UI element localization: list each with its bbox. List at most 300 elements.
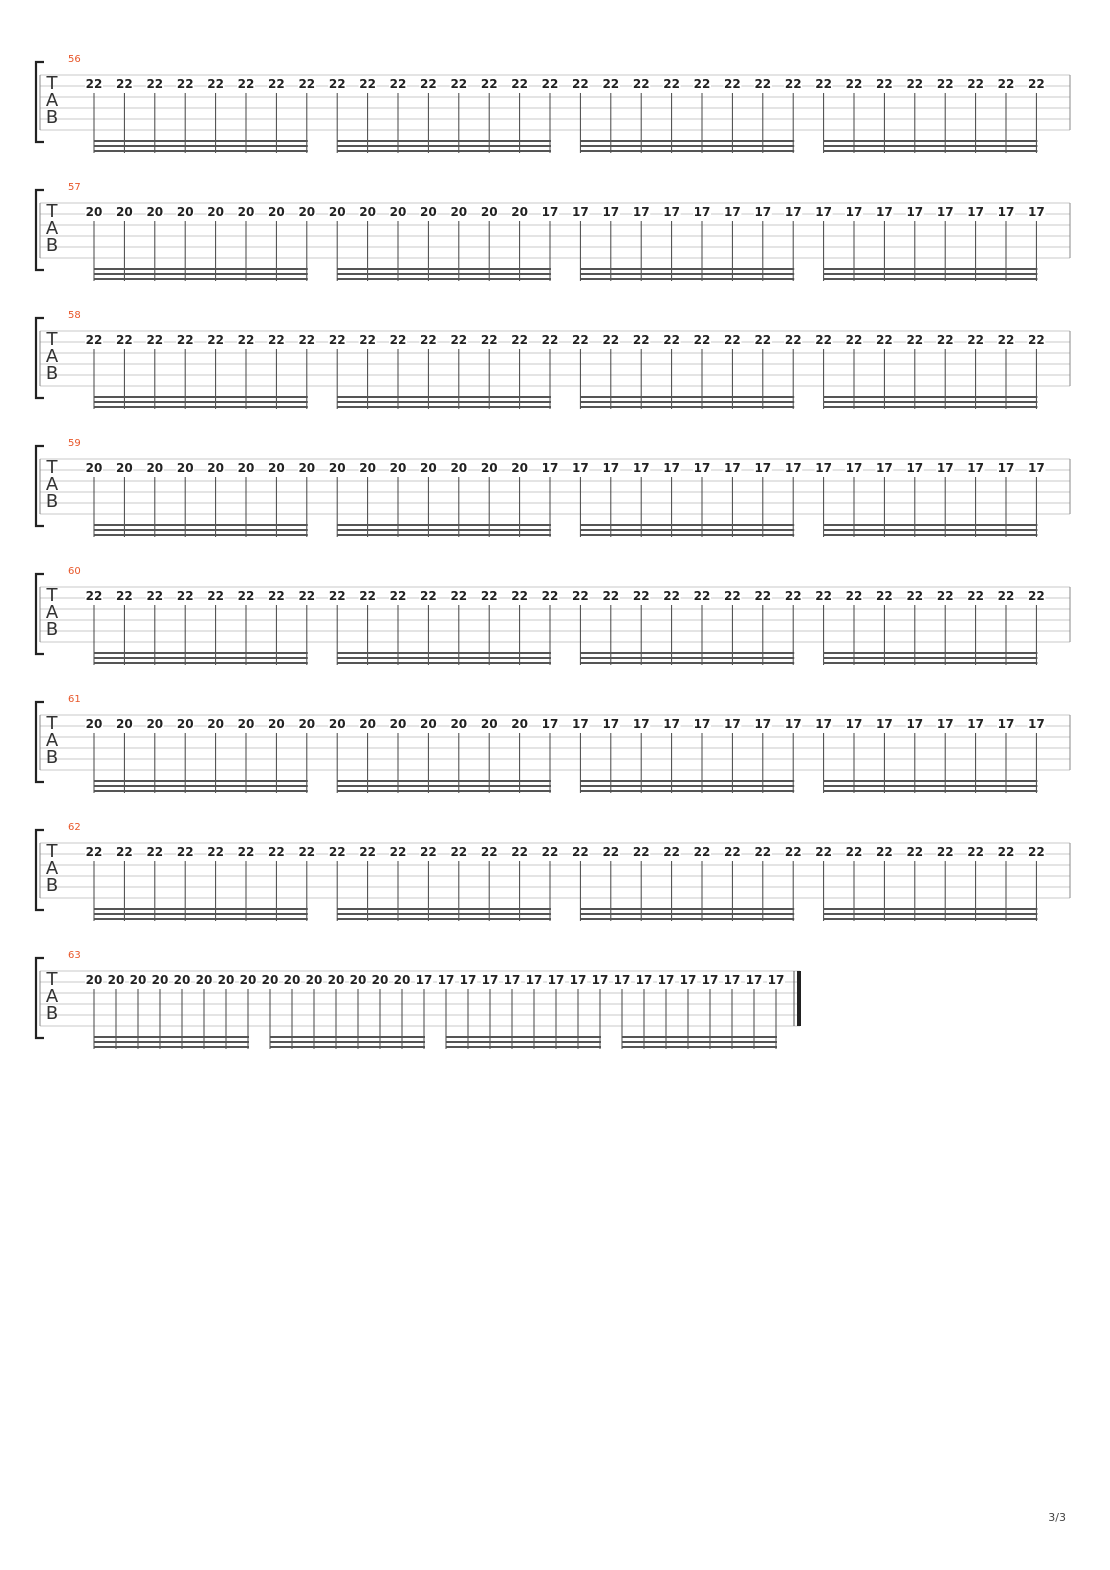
tab-clef-letter: A xyxy=(45,218,59,239)
fret-number: 20 xyxy=(359,205,376,219)
beam xyxy=(824,401,1038,403)
fret-number: 17 xyxy=(876,205,893,219)
fret-number: 22 xyxy=(967,589,984,603)
fret-number: 17 xyxy=(459,973,477,987)
fret-number: 17 xyxy=(754,461,772,475)
fret-number: 22 xyxy=(541,333,559,347)
fret-number: 22 xyxy=(207,333,224,347)
beam xyxy=(824,150,1038,152)
fret-number: 22 xyxy=(541,845,559,859)
fret-number: 22 xyxy=(724,77,741,91)
beam xyxy=(580,657,794,659)
fret-number: 17 xyxy=(815,461,832,475)
fret-number: 17 xyxy=(936,205,954,219)
fret-number: 17 xyxy=(632,461,650,475)
fret-number: 22 xyxy=(237,845,255,859)
fret-number: 22 xyxy=(450,333,468,347)
tab-clef-letter: T xyxy=(46,585,58,606)
fret-number: 17 xyxy=(572,717,589,731)
fret-number: 22 xyxy=(359,845,376,859)
fret-number: 22 xyxy=(146,589,164,603)
beam xyxy=(337,529,551,531)
fret-number: 22 xyxy=(693,589,711,603)
fret-number: 17 xyxy=(701,973,719,987)
fret-number: 20 xyxy=(450,205,468,219)
beam xyxy=(337,145,551,147)
fret-number: 17 xyxy=(754,717,772,731)
beam xyxy=(580,780,794,782)
fret-number: 20 xyxy=(176,205,194,219)
beam xyxy=(824,913,1038,915)
bar-number: 60 xyxy=(68,566,81,577)
fret-number: 20 xyxy=(298,461,316,475)
tab-system xyxy=(36,182,1070,281)
fret-number: 17 xyxy=(906,717,924,731)
beam xyxy=(94,524,308,526)
beam xyxy=(824,918,1038,920)
beam xyxy=(94,1046,249,1048)
fret-number: 22 xyxy=(298,589,316,603)
fret-number: 22 xyxy=(997,77,1015,91)
fret-number: 17 xyxy=(663,461,680,475)
fret-number: 17 xyxy=(693,717,711,731)
fret-number: 20 xyxy=(389,205,407,219)
fret-number: 17 xyxy=(503,973,521,987)
fret-number: 22 xyxy=(906,77,924,91)
beam xyxy=(94,401,308,403)
beam xyxy=(337,524,551,526)
fret-number: 17 xyxy=(967,717,984,731)
tab-system xyxy=(36,950,801,1049)
fret-number: 22 xyxy=(572,589,589,603)
fret-number: 22 xyxy=(693,77,711,91)
fret-number: 17 xyxy=(784,461,802,475)
fret-number: 22 xyxy=(997,589,1015,603)
fret-number: 22 xyxy=(237,333,255,347)
fret-number: 22 xyxy=(967,333,984,347)
fret-number: 20 xyxy=(327,973,345,987)
fret-number: 22 xyxy=(572,845,589,859)
fret-number: 22 xyxy=(1028,333,1045,347)
beam xyxy=(337,790,551,792)
fret-number: 22 xyxy=(146,333,164,347)
fret-number: 22 xyxy=(207,589,224,603)
beam xyxy=(337,785,551,787)
fret-number: 20 xyxy=(328,205,346,219)
fret-number: 22 xyxy=(632,845,650,859)
tab-clef-letter: B xyxy=(45,107,59,128)
beam xyxy=(622,1036,777,1038)
fret-number: 22 xyxy=(268,589,285,603)
fret-number: 22 xyxy=(328,589,346,603)
fret-number: 17 xyxy=(906,461,924,475)
fret-number: 17 xyxy=(845,461,863,475)
fret-number: 20 xyxy=(207,461,224,475)
beam xyxy=(94,908,308,910)
fret-number: 20 xyxy=(511,205,528,219)
fret-number: 22 xyxy=(693,333,711,347)
beam xyxy=(94,662,308,664)
fret-number: 17 xyxy=(635,973,653,987)
fret-number: 20 xyxy=(85,461,103,475)
fret-number: 22 xyxy=(480,845,498,859)
bar-number: 61 xyxy=(68,694,81,705)
fret-number: 20 xyxy=(107,973,125,987)
tab-clef-letter: T xyxy=(46,73,58,94)
fret-number: 22 xyxy=(389,77,407,91)
beam xyxy=(337,918,551,920)
fret-number: 20 xyxy=(283,973,301,987)
beam xyxy=(580,268,794,270)
fret-number: 22 xyxy=(936,77,954,91)
fret-number: 22 xyxy=(1028,589,1045,603)
fret-number: 20 xyxy=(116,205,133,219)
fret-number: 22 xyxy=(754,333,772,347)
fret-number: 22 xyxy=(876,589,893,603)
fret-number: 22 xyxy=(784,77,802,91)
beam xyxy=(337,278,551,280)
fret-number: 22 xyxy=(663,77,680,91)
fret-number: 17 xyxy=(679,973,697,987)
beam xyxy=(580,150,794,152)
beam xyxy=(270,1036,425,1038)
beam xyxy=(94,652,308,654)
fret-number: 22 xyxy=(602,845,620,859)
fret-number: 22 xyxy=(146,845,164,859)
fret-number: 22 xyxy=(420,845,437,859)
fret-number: 22 xyxy=(328,77,346,91)
fret-number: 20 xyxy=(176,461,194,475)
fret-number: 17 xyxy=(602,717,620,731)
fret-number: 20 xyxy=(237,717,255,731)
fret-number: 20 xyxy=(195,973,213,987)
beam xyxy=(337,908,551,910)
fret-number: 22 xyxy=(1028,845,1045,859)
fret-number: 22 xyxy=(936,333,954,347)
fret-number: 17 xyxy=(997,205,1015,219)
tab-clef-letter: A xyxy=(45,986,59,1007)
fret-number: 22 xyxy=(997,333,1015,347)
tab-clef-letter: B xyxy=(45,747,59,768)
fret-number: 22 xyxy=(85,77,103,91)
fret-number: 22 xyxy=(815,589,832,603)
bar-number: 62 xyxy=(68,822,81,833)
fret-number: 17 xyxy=(1028,717,1045,731)
fret-number: 22 xyxy=(602,77,620,91)
beam xyxy=(580,406,794,408)
fret-number: 20 xyxy=(173,973,191,987)
beam xyxy=(824,534,1038,536)
fret-number: 22 xyxy=(845,845,863,859)
bar-number: 59 xyxy=(68,438,81,449)
beam xyxy=(337,534,551,536)
fret-number: 17 xyxy=(591,973,609,987)
fret-number: 17 xyxy=(663,717,680,731)
fret-number: 20 xyxy=(176,717,194,731)
tab-system xyxy=(36,566,1070,665)
fret-number: 22 xyxy=(997,845,1015,859)
beam xyxy=(94,534,308,536)
fret-number: 22 xyxy=(876,845,893,859)
beam xyxy=(337,657,551,659)
fret-number: 22 xyxy=(784,845,802,859)
tab-clef-letter: A xyxy=(45,602,59,623)
fret-number: 20 xyxy=(116,461,133,475)
fret-number: 17 xyxy=(415,973,433,987)
beam xyxy=(580,662,794,664)
beam xyxy=(94,406,308,408)
fret-number: 20 xyxy=(268,205,285,219)
beam xyxy=(94,278,308,280)
fret-number: 22 xyxy=(784,333,802,347)
beam xyxy=(337,913,551,915)
beam xyxy=(580,913,794,915)
fret-number: 20 xyxy=(237,205,255,219)
fret-number: 20 xyxy=(305,973,323,987)
fret-number: 22 xyxy=(632,333,650,347)
beam xyxy=(580,908,794,910)
fret-number: 22 xyxy=(815,77,832,91)
beam xyxy=(580,529,794,531)
fret-number: 22 xyxy=(328,845,346,859)
beam xyxy=(270,1041,425,1043)
beam xyxy=(824,657,1038,659)
beam xyxy=(94,913,308,915)
fret-number: 20 xyxy=(371,973,389,987)
tab-clef-letter: B xyxy=(45,491,59,512)
beam xyxy=(580,401,794,403)
fret-number: 17 xyxy=(876,717,893,731)
fret-number: 17 xyxy=(632,205,650,219)
tab-clef-letter: B xyxy=(45,619,59,640)
beam xyxy=(94,273,308,275)
beam xyxy=(446,1036,601,1038)
fret-number: 22 xyxy=(541,77,559,91)
beam xyxy=(580,396,794,398)
fret-number: 22 xyxy=(602,589,620,603)
beam xyxy=(580,140,794,142)
fret-number: 22 xyxy=(724,845,741,859)
fret-number: 20 xyxy=(420,717,437,731)
fret-number: 20 xyxy=(146,717,164,731)
bar-number: 56 xyxy=(68,54,81,65)
fret-number: 22 xyxy=(298,77,316,91)
fret-number: 20 xyxy=(511,717,528,731)
fret-number: 17 xyxy=(525,973,543,987)
fret-number: 17 xyxy=(876,461,893,475)
beam xyxy=(824,278,1038,280)
fret-number: 17 xyxy=(437,973,455,987)
fret-number: 20 xyxy=(217,973,235,987)
fret-number: 17 xyxy=(572,205,589,219)
fret-number: 17 xyxy=(602,205,620,219)
beam xyxy=(337,780,551,782)
fret-number: 20 xyxy=(129,973,147,987)
beam xyxy=(824,140,1038,142)
fret-number: 22 xyxy=(967,845,984,859)
beam xyxy=(580,273,794,275)
beam xyxy=(446,1046,601,1048)
fret-number: 22 xyxy=(967,77,984,91)
fret-number: 17 xyxy=(693,461,711,475)
beam xyxy=(824,406,1038,408)
fret-number: 22 xyxy=(1028,77,1045,91)
beam xyxy=(94,145,308,147)
bar-number: 63 xyxy=(68,950,81,961)
fret-number: 17 xyxy=(541,461,559,475)
fret-number: 20 xyxy=(151,973,169,987)
fret-number: 20 xyxy=(389,461,407,475)
fret-number: 20 xyxy=(261,973,279,987)
fret-number: 17 xyxy=(481,973,499,987)
tab-clef-letter: T xyxy=(46,201,58,222)
fret-number: 20 xyxy=(146,205,164,219)
fret-number: 17 xyxy=(845,205,863,219)
fret-number: 22 xyxy=(480,333,498,347)
fret-number: 22 xyxy=(116,589,133,603)
fret-number: 20 xyxy=(359,717,376,731)
fret-number: 20 xyxy=(511,461,528,475)
fret-number: 22 xyxy=(663,589,680,603)
fret-number: 20 xyxy=(85,973,103,987)
tab-clef-letter: T xyxy=(46,713,58,734)
barline-final-thick xyxy=(797,971,801,1026)
beam xyxy=(824,908,1038,910)
fret-number: 20 xyxy=(146,461,164,475)
fret-number: 17 xyxy=(724,461,741,475)
fret-number: 17 xyxy=(541,205,559,219)
fret-number: 22 xyxy=(693,845,711,859)
fret-number: 20 xyxy=(298,717,316,731)
fret-number: 22 xyxy=(268,77,285,91)
beam xyxy=(270,1046,425,1048)
fret-number: 22 xyxy=(359,77,376,91)
fret-number: 17 xyxy=(724,717,741,731)
page-number: 3/3 xyxy=(1048,1511,1066,1524)
fret-number: 20 xyxy=(116,717,133,731)
fret-number: 22 xyxy=(602,333,620,347)
fret-number: 17 xyxy=(936,717,954,731)
fret-number: 22 xyxy=(663,845,680,859)
fret-number: 22 xyxy=(724,333,741,347)
tab-system xyxy=(36,54,1070,153)
beam xyxy=(446,1041,601,1043)
beam xyxy=(94,1036,249,1038)
bar-number: 57 xyxy=(68,182,81,193)
fret-number: 22 xyxy=(480,589,498,603)
tab-clef-letter: A xyxy=(45,90,59,111)
tab-clef-letter: B xyxy=(45,363,59,384)
fret-number: 22 xyxy=(632,589,650,603)
fret-number: 20 xyxy=(480,205,498,219)
beam xyxy=(824,524,1038,526)
beam xyxy=(94,396,308,398)
fret-number: 20 xyxy=(393,973,411,987)
beam xyxy=(94,140,308,142)
fret-number: 22 xyxy=(450,845,468,859)
fret-number: 22 xyxy=(450,77,468,91)
fret-number: 20 xyxy=(85,717,103,731)
tab-system xyxy=(36,822,1070,921)
fret-number: 17 xyxy=(724,205,741,219)
beam xyxy=(824,268,1038,270)
fret-number: 20 xyxy=(298,205,316,219)
fret-number: 20 xyxy=(480,461,498,475)
beam xyxy=(94,150,308,152)
fret-number: 22 xyxy=(784,589,802,603)
beam xyxy=(94,1041,249,1043)
fret-number: 22 xyxy=(480,77,498,91)
fret-number: 22 xyxy=(815,333,832,347)
fret-number: 22 xyxy=(754,589,772,603)
fret-number: 22 xyxy=(85,845,103,859)
tab-system xyxy=(36,694,1070,793)
fret-number: 22 xyxy=(176,77,194,91)
tab-clef-letter: B xyxy=(45,875,59,896)
fret-number: 22 xyxy=(815,845,832,859)
fret-number: 22 xyxy=(511,333,528,347)
fret-number: 17 xyxy=(547,973,565,987)
beam xyxy=(94,657,308,659)
fret-number: 20 xyxy=(237,461,255,475)
beam xyxy=(824,780,1038,782)
fret-number: 17 xyxy=(1028,461,1045,475)
fret-number: 22 xyxy=(450,589,468,603)
fret-number: 22 xyxy=(328,333,346,347)
fret-number: 20 xyxy=(389,717,407,731)
fret-number: 17 xyxy=(784,205,802,219)
fret-number: 22 xyxy=(632,77,650,91)
beam xyxy=(580,534,794,536)
fret-number: 22 xyxy=(572,77,589,91)
fret-number: 22 xyxy=(268,333,285,347)
fret-number: 22 xyxy=(359,333,376,347)
tab-clef-letter: T xyxy=(46,969,58,990)
fret-number: 17 xyxy=(602,461,620,475)
fret-number: 20 xyxy=(480,717,498,731)
fret-number: 22 xyxy=(541,589,559,603)
fret-number: 20 xyxy=(328,461,346,475)
fret-number: 20 xyxy=(420,461,437,475)
beam xyxy=(580,652,794,654)
fret-number: 20 xyxy=(207,717,224,731)
fret-number: 17 xyxy=(745,973,763,987)
beam xyxy=(580,790,794,792)
beam xyxy=(824,273,1038,275)
fret-number: 17 xyxy=(613,973,631,987)
beam xyxy=(824,790,1038,792)
fret-number: 22 xyxy=(85,333,103,347)
fret-number: 22 xyxy=(85,589,103,603)
beam xyxy=(94,918,308,920)
fret-number: 22 xyxy=(936,845,954,859)
fret-number: 17 xyxy=(657,973,675,987)
fret-number: 17 xyxy=(967,461,984,475)
fret-number: 17 xyxy=(906,205,924,219)
fret-number: 17 xyxy=(693,205,711,219)
beam xyxy=(337,273,551,275)
fret-number: 17 xyxy=(767,973,785,987)
fret-number: 22 xyxy=(116,77,133,91)
fret-number: 17 xyxy=(723,973,741,987)
fret-number: 22 xyxy=(176,333,194,347)
fret-number: 17 xyxy=(997,461,1015,475)
fret-number: 20 xyxy=(207,205,224,219)
bar-number: 58 xyxy=(68,310,81,321)
fret-number: 17 xyxy=(936,461,954,475)
fret-number: 22 xyxy=(724,589,741,603)
fret-number: 22 xyxy=(116,333,133,347)
